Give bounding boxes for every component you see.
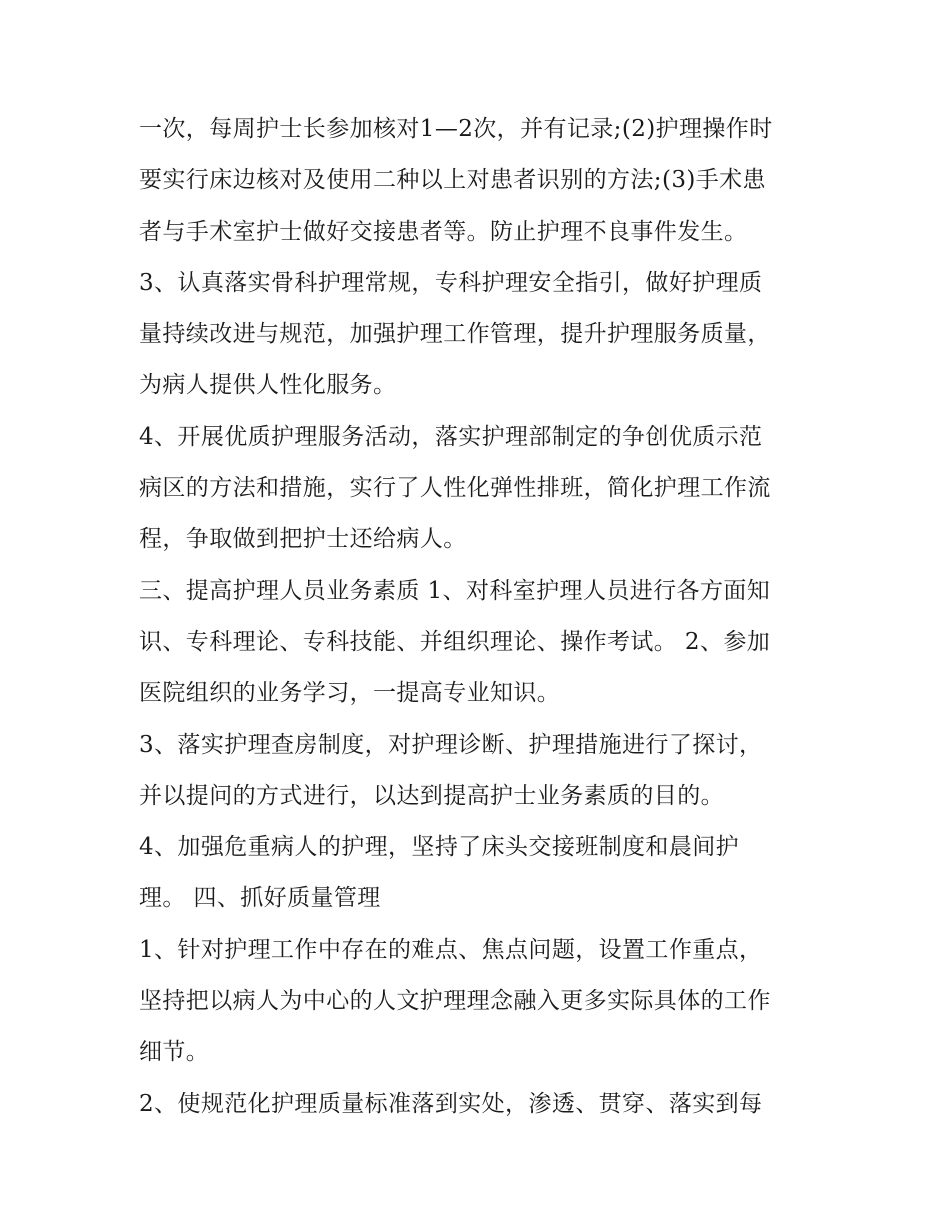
text-line: 4、加强危重病人的护理，坚持了床头交接班制度和晨间护 [139, 834, 740, 861]
text-line: 三、提高护理人员业务素质 1、对科室护理人员进行各方面知 [139, 577, 771, 604]
text-line: 3、认真落实骨科护理常规，专科护理安全指引，做好护理质 [139, 269, 763, 296]
text-line: 程，争取做到把护士还给病人。 [139, 526, 467, 553]
text-line: 医院组织的业务学习，一提高专业知识。 [139, 680, 561, 707]
text-line: 一次，每周护士长参加核对1—2次，并有记录;(2)护理操作时 [139, 116, 773, 142]
text-line: 4、开展优质护理服务活动，落实护理部制定的争创优质示范 [139, 423, 763, 450]
body-text [139, 104, 819, 1130]
text-line: 为病人提供人性化服务。 [139, 372, 397, 399]
text-line: 坚持把以病人为中心的人文护理理念融入更多实际具体的工作 [139, 988, 771, 1015]
text-line: 要实行床边核对及使用二种以上对患者识别的方法;(3)手术患 [139, 167, 766, 194]
text-line: 并以提问的方式进行，以达到提高护士业务素质的目的。 [139, 782, 724, 809]
text-line: 病区的方法和措施，实行了人性化弹性排班，简化护理工作流 [139, 475, 771, 502]
text-line: 理。 四、抓好质量管理 [139, 885, 381, 912]
text-line: 者与手术室护士做好交接患者等。防止护理不良事件发生。 [139, 218, 748, 245]
text-line: 2、使规范化护理质量标准落到实处，渗透、贯穿、落实到每 [139, 1090, 763, 1117]
text-line: 识、专科理论、专科技能、并组织理论、操作考试。 2、参加 [139, 628, 771, 655]
text-line: 1、针对护理工作中存在的难点、焦点问题，设置工作重点， [139, 936, 763, 963]
text-line: 量持续改进与规范，加强护理工作管理，提升护理服务质量， [139, 321, 771, 348]
text-line: 3、落实护理查房制度，对护理诊断、护理措施进行了探讨， [139, 731, 763, 758]
text-line: 细节。 [139, 1039, 210, 1066]
